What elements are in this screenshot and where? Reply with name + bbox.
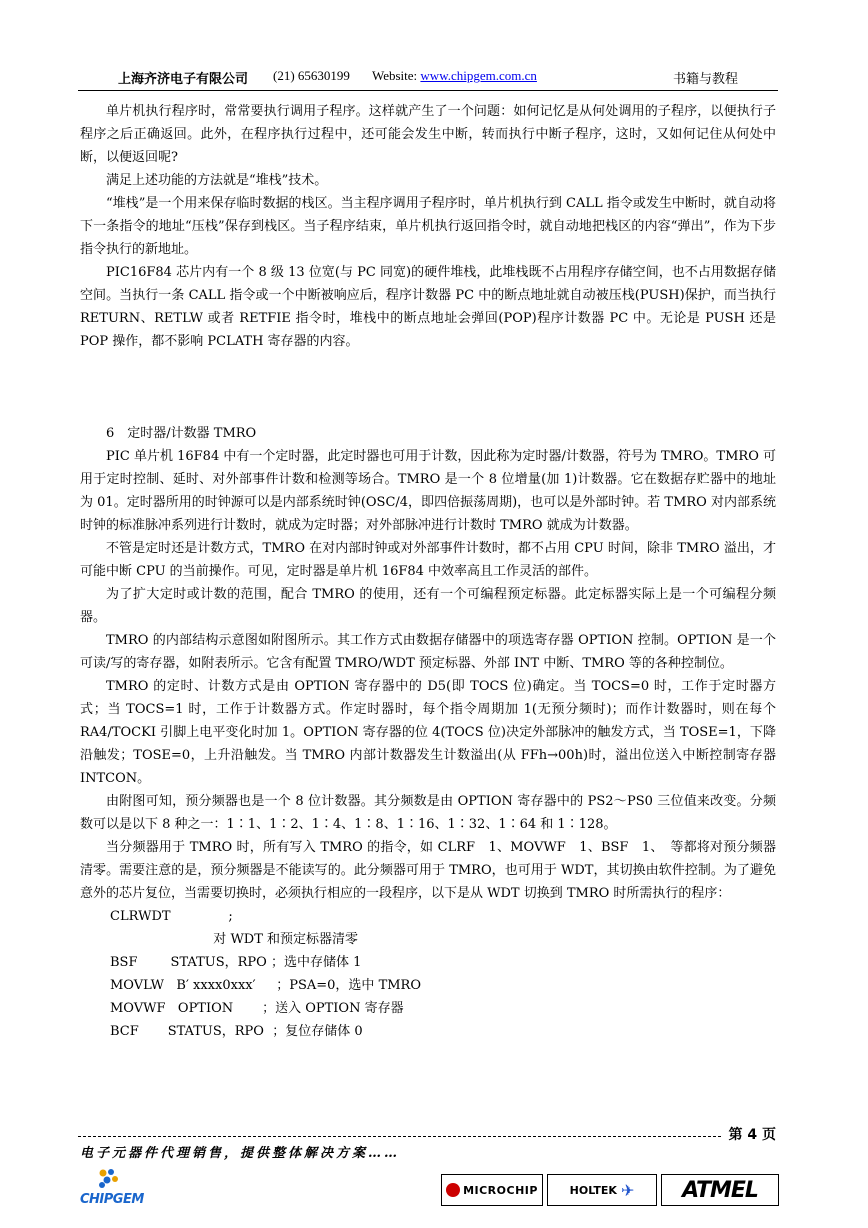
header-website	[372, 68, 537, 84]
header-phone: (21) 65630199	[273, 68, 350, 83]
code-line: MOVWF OPTION ；送入 OPTION 寄存器	[110, 1001, 404, 1016]
holtek-logo-text: HOLTEK	[569, 1183, 617, 1197]
section-heading: 6 定时器/计数器 TMRO	[106, 426, 257, 441]
paragraph: 由附图可知，预分频器也是一个 8 位计数器。其分频数是由 OPTION 寄存器中的 PS2～PS0 三位值来改变。分频数可以是以下 8 种之一：1∶1、1∶2、1∶4、1∶8、1∶16、1∶32、1∶64 和 1∶128。	[80, 794, 776, 832]
paragraph: 不管是定时还是计数方式，TMRO 在对内部时钟或对外部事件计数时，都不占用 CPU 时间，除非 TMRO 溢出，才可能中断 CPU 的当前操作。可见，定时器是单片机 16F84 中效率高且工作灵活的部件。	[80, 541, 776, 579]
paragraph: PIC 单片机 16F84 中有一个定时器，此定时器也可用于计数，因此称为定时器/计数器，符号为 TMRO。TMRO 可用于定时控制、延时、对外部事件计数和检测等场合。TMRO 是一个 8 位增量(加 1)计数器。它在数据存贮器中的地址为 01。定时器所用的时钟源可以是内部系统时钟(OSC/4，即四倍振荡周期)，也可以是外部时钟。若 TMRO 对内部系统时钟的标准脉冲系列进行计数时，就成为定时器；对外部脉冲进行计数时 TMRO 就成为计数器。	[80, 449, 776, 533]
footer-slogan: 电子元器件代理销售，提供整体解决方案……	[80, 1146, 401, 1161]
code-line: MOVLW B′ xxxx0xxx′ ；PSA=0，选中 TMRO	[110, 978, 421, 993]
header-company: 上海齐济电子有限公司	[118, 72, 249, 87]
chipgem-mark-icon	[94, 1168, 124, 1192]
atmel-logo-text: ATMEL	[682, 1177, 758, 1203]
chipgem-logo-text: CHIPGEM	[80, 1192, 144, 1207]
page-number: 第 4 页	[728, 1127, 776, 1143]
atmel-logo	[661, 1174, 779, 1206]
page-header	[78, 62, 778, 91]
paragraph: 为了扩大定时或计数的范围，配合 TMRO 的使用，还有一个可编程预定标器。此定标器实际上是一个可编程分频器。	[80, 587, 776, 625]
header-category: 书籍与教程	[672, 72, 738, 87]
code-line: CLRWDT ;	[110, 909, 233, 924]
paragraph: TMRO 的内部结构示意图如附图所示。其工作方式由数据存储器中的项选寄存器 OPTION 控制。OPTION 是一个可读/写的寄存器，如附表所示。它含有配置 TMRO/WDT 预定标器、外部 INT 中断、TMRO 等的各种控制位。	[80, 633, 776, 671]
paragraph: TMRO 的定时、计数方式是由 OPTION 寄存器中的 D5(即 TOCS 位)确定。当 TOCS=0 时，工作于定时器方式；当 TOCS=1 时，工作于计数器方式。作定时器时，每个指令周期加 1(无预分频时)；而作计数器时，则在每个 RA4/TOCKI 引脚上电平变化时加 1。OPTION 寄存器的位 4(TOCS 位)决定外部脉冲的触发方式，当 TOSE=1，下降沿触发；TOSE=0，上升沿触发。当 TMRO 内部计数器发生计数溢出(从 FFh→00h)时，溢出位送入中断控制寄存器 INTCON。	[80, 679, 776, 786]
microchip-logo	[441, 1174, 543, 1206]
holtek-wing-icon: ✈	[620, 1180, 635, 1200]
holtek-logo	[547, 1174, 657, 1206]
header-website-label: Website:	[372, 68, 418, 83]
paragraph: “堆栈”是一个用来保存临时数据的栈区。当主程序调用子程序时，单片机执行到 CALL 指令或发生中断时，就自动将下一条指令的地址“压栈”保存到栈区。当子程序结束，单片机执行返回指令时，就自动地把栈区的内容“弹出”，作为下步指令执行的新地址。	[80, 196, 776, 257]
microchip-icon	[446, 1183, 460, 1197]
brand-logos	[441, 1174, 779, 1208]
document-body	[80, 100, 776, 1043]
paragraph: 满足上述功能的方法就是“堆栈”技术。	[106, 173, 328, 188]
paragraph: 单片机执行程序时，常常要执行调用子程序。这样就产生了一个问题：如何记忆是从何处调用的子程序，以便执行子程序之后正确返回。此外，在程序执行过程中，还可能会发生中断，转而执行中断子程序，这时，又如何记住从何处中断，以便返回呢?	[80, 104, 776, 165]
chipgem-logo	[80, 1168, 144, 1212]
code-line: BCF STATUS，RPO ；复位存储体 0	[110, 1024, 363, 1039]
microchip-logo-text: MICROCHIP	[463, 1183, 538, 1197]
dashed-rule	[78, 1136, 721, 1137]
footer-divider	[78, 1124, 778, 1144]
paragraph: 当分频器用于 TMRO 时，所有写入 TMRO 的指令，如 CLRF 1、MOVWF 1、BSF 1、 等都将对预分频器清零。需要注意的是，预分频器是不能读写的。此分频器可用于 TMRO，也可用于 WDT，其切换由软件控制。为了避免意外的芯片复位，当需要切换时，必须执行相应的一段程序，以下是从 WDT 切换到 TMRO 时所需执行的程序：	[80, 840, 776, 901]
code-line: BSF STATUS，RPO ；选中存储体 1	[110, 955, 362, 970]
code-line: 对 WDT 和预定标器清零	[110, 932, 359, 947]
header-website-link[interactable]: www.chipgem.com.cn	[420, 68, 537, 83]
paragraph: PIC16F84 芯片内有一个 8 级 13 位宽(与 PC 同宽)的硬件堆栈，此堆栈既不占用程序存储空间，也不占用数据存储空间。当执行一条 CALL 指令或一个中断被响应后，程序计数器 PC 中的断点地址就自动被压栈(PUSH)保护，而当执行 RETURN、RETLW 或者 RETFIE 指令时，堆栈中的断点地址会弹回(POP)程序计数器 PC 中。无论是 PUSH 还是 POP 操作，都不影响 PCLATH 寄存器的内容。	[80, 265, 776, 349]
